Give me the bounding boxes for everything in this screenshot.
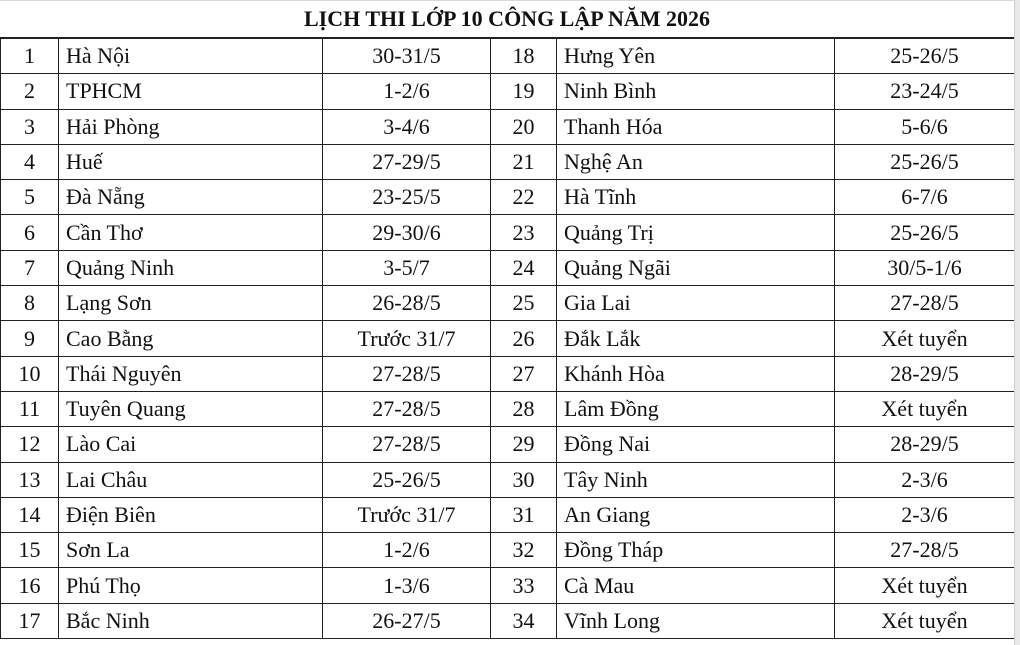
province-number-cell[interactable]: 22	[491, 180, 557, 215]
province-name-cell[interactable]: Phú Thọ	[59, 568, 323, 603]
exam-date-cell[interactable]: 23-25/5	[323, 180, 491, 215]
exam-date-cell[interactable]: 23-24/5	[835, 74, 1015, 109]
exam-date-cell[interactable]: 3-5/7	[323, 250, 491, 285]
province-name-cell[interactable]: Thanh Hóa	[557, 109, 835, 144]
exam-date-cell[interactable]: 30-31/5	[323, 39, 491, 74]
exam-date-cell[interactable]: 27-28/5	[835, 286, 1015, 321]
province-number-cell[interactable]: 27	[491, 356, 557, 391]
province-name-cell[interactable]: Cần Thơ	[59, 215, 323, 250]
sheet-title-text: LỊCH THI LỚP 10 CÔNG LẬP NĂM 2026	[303, 6, 711, 31]
province-number-cell[interactable]: 17	[1, 603, 59, 638]
province-number-cell[interactable]: 34	[491, 603, 557, 638]
province-name-cell[interactable]: Hà Tĩnh	[557, 180, 835, 215]
province-name-cell[interactable]: Khánh Hòa	[557, 356, 835, 391]
province-name-cell[interactable]: Đồng Tháp	[557, 533, 835, 568]
province-name-cell[interactable]: Thái Nguyên	[59, 356, 323, 391]
province-name-cell[interactable]: Ninh Bình	[557, 74, 835, 109]
table-row	[1, 391, 1015, 426]
table-row	[1, 286, 1015, 321]
province-number-cell[interactable]: 18	[491, 39, 557, 74]
province-number-cell[interactable]: 21	[491, 144, 557, 179]
table-row	[1, 109, 1015, 144]
table-row	[1, 74, 1015, 109]
table-row	[1, 497, 1015, 532]
province-number-cell[interactable]: 7	[1, 250, 59, 285]
province-name-cell[interactable]: An Giang	[557, 497, 835, 532]
table-row	[1, 356, 1015, 391]
exam-date-cell[interactable]: 30/5-1/6	[835, 250, 1015, 285]
province-name-cell[interactable]: Vĩnh Long	[557, 603, 835, 638]
exam-date-cell[interactable]: Xét tuyển	[835, 603, 1015, 638]
province-name-cell[interactable]: Đồng Nai	[557, 427, 835, 462]
province-name-cell[interactable]: Cà Mau	[557, 568, 835, 603]
exam-date-cell[interactable]: 1-2/6	[323, 74, 491, 109]
exam-date-cell[interactable]: 2-3/6	[835, 497, 1015, 532]
province-name-cell[interactable]: Hải Phòng	[59, 109, 323, 144]
province-name-cell[interactable]: Điện Biên	[59, 497, 323, 532]
exam-date-cell[interactable]: 25-26/5	[835, 215, 1015, 250]
province-name-cell[interactable]: Lạng Sơn	[59, 286, 323, 321]
province-number-cell[interactable]: 30	[491, 462, 557, 497]
province-name-cell[interactable]: Lâm Đồng	[557, 391, 835, 426]
exam-date-cell[interactable]: 25-26/5	[323, 462, 491, 497]
table-row	[1, 321, 1015, 356]
table-row	[1, 427, 1015, 462]
province-name-cell[interactable]: Lào Cai	[59, 427, 323, 462]
province-number-cell[interactable]: 11	[1, 391, 59, 426]
province-number-cell[interactable]: 29	[491, 427, 557, 462]
exam-date-cell[interactable]: 3-4/6	[323, 109, 491, 144]
exam-date-cell[interactable]: 5-6/6	[835, 109, 1015, 144]
province-number-cell[interactable]: 14	[1, 497, 59, 532]
province-number-cell[interactable]: 8	[1, 286, 59, 321]
exam-date-cell[interactable]: 27-28/5	[323, 391, 491, 426]
province-number-cell[interactable]: 4	[1, 144, 59, 179]
exam-date-cell[interactable]: 27-28/5	[323, 427, 491, 462]
province-number-cell[interactable]: 1	[1, 39, 59, 74]
exam-schedule-body	[1, 39, 1015, 639]
province-number-cell[interactable]: 28	[491, 391, 557, 426]
province-number-cell[interactable]: 26	[491, 321, 557, 356]
province-number-cell[interactable]: 25	[491, 286, 557, 321]
table-row	[1, 215, 1015, 250]
province-number-cell[interactable]: 9	[1, 321, 59, 356]
exam-date-cell[interactable]: 1-2/6	[323, 533, 491, 568]
exam-date-cell[interactable]: 2-3/6	[835, 462, 1015, 497]
province-name-cell[interactable]: Tây Ninh	[557, 462, 835, 497]
exam-date-cell[interactable]: 26-28/5	[323, 286, 491, 321]
exam-date-cell[interactable]: Xét tuyển	[835, 568, 1015, 603]
exam-date-cell[interactable]: 27-29/5	[323, 144, 491, 179]
exam-date-cell[interactable]: 29-30/6	[323, 215, 491, 250]
sheet-title[interactable]	[0, 0, 1014, 38]
province-number-cell[interactable]: 5	[1, 180, 59, 215]
table-row	[1, 568, 1015, 603]
exam-date-cell[interactable]: Xét tuyển	[835, 321, 1015, 356]
province-name-cell[interactable]: TPHCM	[59, 74, 323, 109]
province-name-cell[interactable]: Hà Nội	[59, 39, 323, 74]
exam-date-cell[interactable]: 25-26/5	[835, 144, 1015, 179]
province-name-cell[interactable]: Cao Bằng	[59, 321, 323, 356]
province-name-cell[interactable]: Quảng Ngãi	[557, 250, 835, 285]
province-number-cell[interactable]: 6	[1, 215, 59, 250]
exam-date-cell[interactable]: 27-28/5	[323, 356, 491, 391]
province-name-cell[interactable]: Quảng Trị	[557, 215, 835, 250]
province-name-cell[interactable]: Sơn La	[59, 533, 323, 568]
province-number-cell[interactable]: 19	[491, 74, 557, 109]
province-number-cell[interactable]: 23	[491, 215, 557, 250]
table-row	[1, 144, 1015, 179]
province-name-cell[interactable]: Bắc Ninh	[59, 603, 323, 638]
exam-date-cell[interactable]: Xét tuyển	[835, 391, 1015, 426]
province-name-cell[interactable]: Lai Châu	[59, 462, 323, 497]
exam-date-cell[interactable]: 26-27/5	[323, 603, 491, 638]
province-number-cell[interactable]: 24	[491, 250, 557, 285]
province-name-cell[interactable]: Gia Lai	[557, 286, 835, 321]
province-number-cell[interactable]: 31	[491, 497, 557, 532]
table-row	[1, 250, 1015, 285]
table-row	[1, 39, 1015, 74]
exam-date-cell[interactable]: 28-29/5	[835, 427, 1015, 462]
exam-schedule-table	[0, 38, 1015, 639]
sheet-edge	[1014, 0, 1020, 645]
province-name-cell[interactable]: Quảng Ninh	[59, 250, 323, 285]
province-number-cell[interactable]: 16	[1, 568, 59, 603]
exam-date-cell[interactable]: 6-7/6	[835, 180, 1015, 215]
exam-date-cell[interactable]: 1-3/6	[323, 568, 491, 603]
province-number-cell[interactable]: 20	[491, 109, 557, 144]
province-name-cell[interactable]: Hưng Yên	[557, 39, 835, 74]
exam-date-cell[interactable]: 28-29/5	[835, 356, 1015, 391]
province-number-cell[interactable]: 15	[1, 533, 59, 568]
province-number-cell[interactable]: 3	[1, 109, 59, 144]
province-name-cell[interactable]: Đà Nẵng	[59, 180, 323, 215]
exam-date-cell[interactable]: Trước 31/7	[323, 497, 491, 532]
exam-date-cell[interactable]: 25-26/5	[835, 39, 1015, 74]
province-number-cell[interactable]: 32	[491, 533, 557, 568]
province-name-cell[interactable]: Huế	[59, 144, 323, 179]
table-row	[1, 603, 1015, 638]
province-number-cell[interactable]: 33	[491, 568, 557, 603]
exam-date-cell[interactable]: 27-28/5	[835, 533, 1015, 568]
table-row	[1, 533, 1015, 568]
province-number-cell[interactable]: 13	[1, 462, 59, 497]
province-name-cell[interactable]: Tuyên Quang	[59, 391, 323, 426]
table-row	[1, 180, 1015, 215]
province-name-cell[interactable]: Đắk Lắk	[557, 321, 835, 356]
province-name-cell[interactable]: Nghệ An	[557, 144, 835, 179]
table-row	[1, 462, 1015, 497]
province-number-cell[interactable]: 2	[1, 74, 59, 109]
exam-date-cell[interactable]: Trước 31/7	[323, 321, 491, 356]
province-number-cell[interactable]: 10	[1, 356, 59, 391]
province-number-cell[interactable]: 12	[1, 427, 59, 462]
